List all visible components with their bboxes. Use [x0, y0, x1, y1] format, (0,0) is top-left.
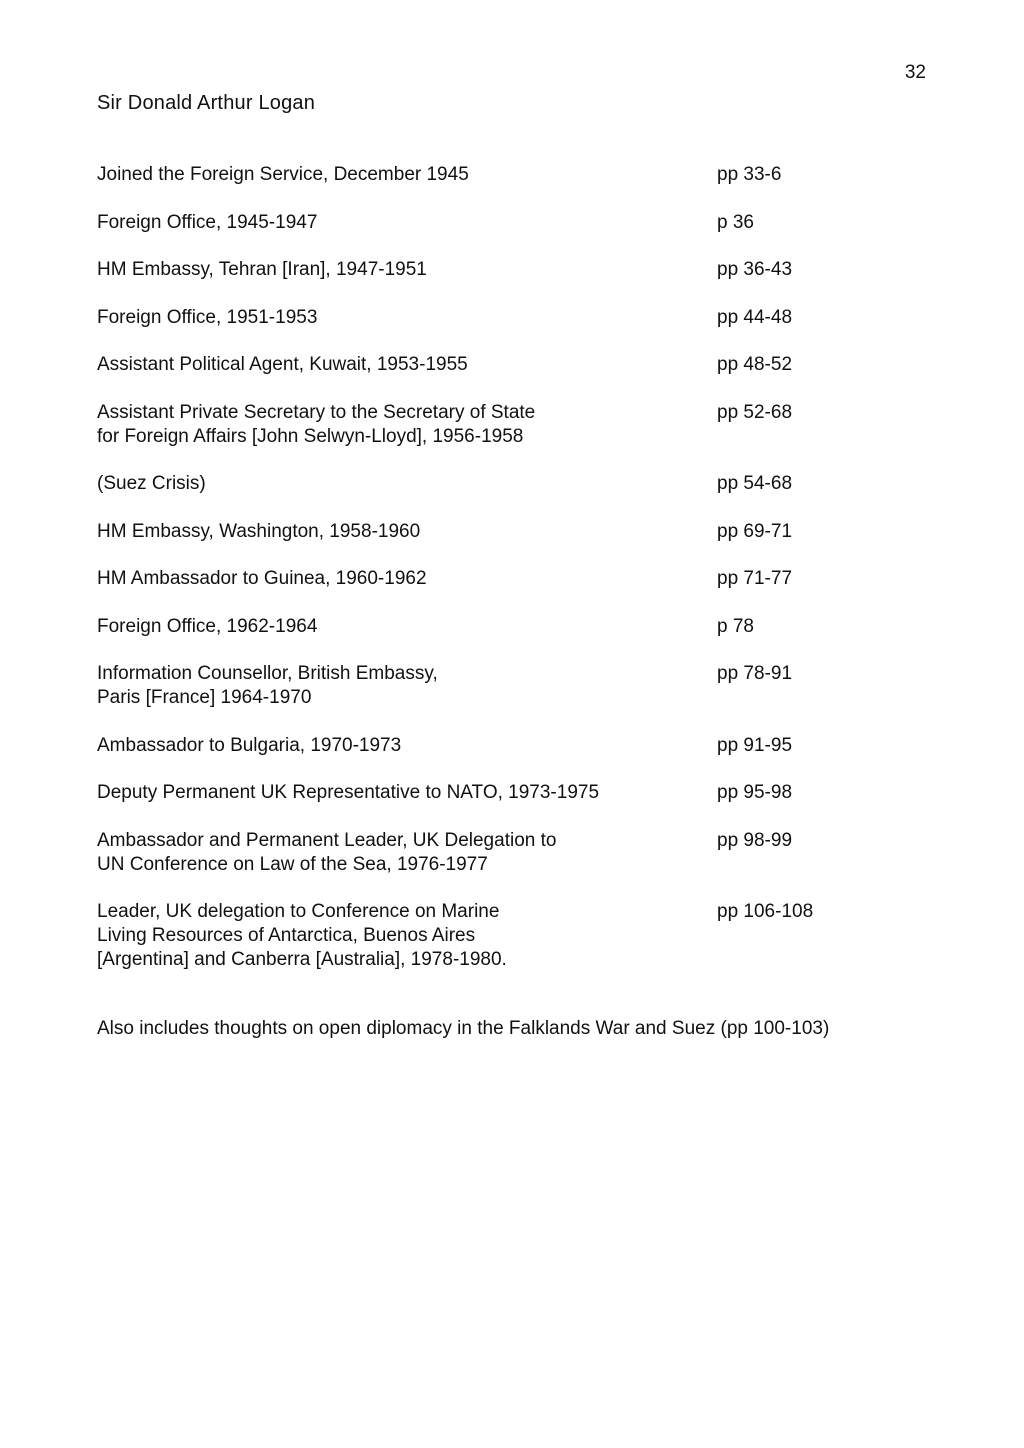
document-title: Sir Donald Arthur Logan [97, 92, 316, 114]
entry-description: Ambassador to Bulgaria, 1970-1973 [97, 734, 402, 756]
career-entry [97, 306, 927, 330]
career-entry [97, 353, 927, 377]
entry-description: Foreign Office, 1962-1964 [97, 615, 318, 637]
entry-description: Leader, UK delegation to Conference on Marine Living Resources of Antarctica, Buenos Aires [Argentina] and Canberra [Australia], 1978-1980. [97, 901, 507, 970]
career-entry [97, 829, 927, 877]
career-entry [97, 211, 927, 235]
entry-description: Assistant Political Agent, Kuwait, 1953-1955 [97, 354, 468, 375]
career-entry [97, 520, 927, 544]
entry-pages: pp 69-71 [717, 520, 793, 542]
career-entry [97, 401, 927, 449]
career-entry [97, 900, 927, 972]
entry-description: Foreign Office, 1945-1947 [97, 211, 318, 233]
entry-description: HM Ambassador to Guinea, 1960-1962 [97, 568, 427, 589]
career-entry [97, 163, 927, 187]
entry-pages: pp 78-91 [717, 663, 793, 684]
career-entry [97, 472, 927, 496]
career-entry [97, 615, 927, 639]
career-entry [97, 781, 927, 805]
career-entry [97, 258, 927, 282]
entry-pages: pp 33-6 [717, 164, 782, 185]
entry-description: Information Counsellor, British Embassy, Paris [France] 1964-1970 [97, 663, 438, 708]
entry-pages: pp 54-68 [717, 473, 793, 494]
entry-description: Deputy Permanent UK Representative to NATO, 1973-1975 [97, 782, 600, 803]
entry-description: HM Embassy, Tehran [Iran], 1947-1951 [97, 259, 427, 280]
entry-pages: pp 48-52 [717, 354, 793, 375]
career-entry [97, 662, 927, 710]
page-number: 32 [904, 62, 926, 83]
career-entry [97, 734, 927, 758]
entry-description: Joined the Foreign Service, December 1945 [97, 164, 469, 185]
entry-pages: pp 36-43 [717, 259, 793, 280]
entry-pages: pp 52-68 [717, 401, 793, 423]
entry-pages: pp 91-95 [717, 734, 793, 756]
career-entry [97, 567, 927, 591]
additional-note: Also includes thoughts on open diplomacy in the Falklands War and Suez (pp 100-103) [97, 1018, 830, 1039]
entry-pages: p 78 [717, 615, 754, 637]
entry-description: Foreign Office, 1951-1953 [97, 306, 318, 328]
entry-description: Ambassador and Permanent Leader, UK Delegation to UN Conference on Law of the Sea, 1976-1977 [97, 829, 557, 875]
entry-pages: pp 106-108 [717, 901, 814, 922]
entry-description: (Suez Crisis) [97, 473, 206, 494]
entry-description: HM Embassy, Washington, 1958-1960 [97, 520, 421, 542]
entry-pages: pp 95-98 [717, 782, 793, 803]
entry-pages: pp 44-48 [717, 306, 793, 328]
entry-description: Assistant Private Secretary to the Secretary of State for Foreign Affairs [John Selwyn-Lloyd], 1956-1958 [97, 401, 536, 447]
entry-pages: pp 98-99 [717, 829, 793, 851]
entry-pages: pp 71-77 [717, 568, 793, 589]
career-entries-list [97, 163, 927, 996]
entry-pages: p 36 [717, 211, 754, 233]
